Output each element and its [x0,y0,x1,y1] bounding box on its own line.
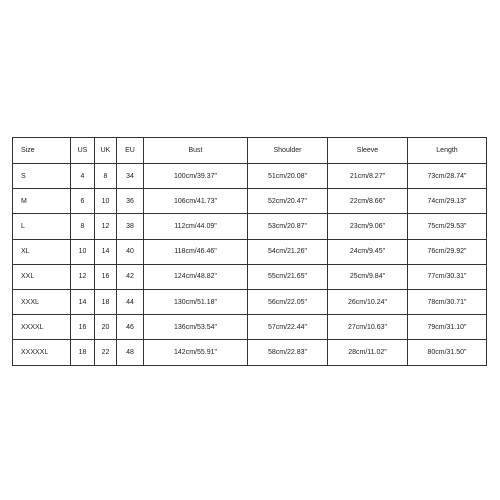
cell-shoulder: 54cm/21.26" [248,239,328,264]
cell-size: XXL [13,264,71,289]
cell-sleeve: 23cm/9.06" [328,214,408,239]
cell-shoulder: 58cm/22.83" [248,340,328,365]
cell-eu: 44 [117,289,144,314]
cell-bust: 136cm/53.54" [144,315,248,340]
cell-sleeve: 25cm/9.84" [328,264,408,289]
cell-size: XXXXL [13,315,71,340]
cell-length: 79cm/31.10" [408,315,487,340]
cell-shoulder: 53cm/20.87" [248,214,328,239]
cell-length: 80cm/31.50" [408,340,487,365]
cell-us: 8 [71,214,95,239]
cell-us: 16 [71,315,95,340]
header-us: US [71,138,95,164]
table-row [13,340,487,365]
size-chart-table [12,137,487,366]
table-row [13,239,487,264]
cell-us: 14 [71,289,95,314]
cell-sleeve: 26cm/10.24" [328,289,408,314]
cell-shoulder: 52cm/20.47" [248,189,328,214]
header-length: Length [408,138,487,164]
cell-uk: 12 [95,214,117,239]
cell-bust: 124cm/48.82" [144,264,248,289]
cell-eu: 34 [117,164,144,189]
cell-size: L [13,214,71,239]
cell-bust: 130cm/51.18" [144,289,248,314]
cell-size: XXXL [13,289,71,314]
cell-us: 10 [71,239,95,264]
cell-uk: 14 [95,239,117,264]
cell-shoulder: 55cm/21.65" [248,264,328,289]
table-row [13,315,487,340]
cell-length: 77cm/30.31" [408,264,487,289]
cell-sleeve: 22cm/8.66" [328,189,408,214]
cell-uk: 16 [95,264,117,289]
cell-sleeve: 27cm/10.63" [328,315,408,340]
header-bust: Bust [144,138,248,164]
cell-us: 12 [71,264,95,289]
header-shoulder: Shoulder [248,138,328,164]
header-uk: UK [95,138,117,164]
table-row [13,164,487,189]
cell-eu: 42 [117,264,144,289]
header-row [13,138,487,164]
cell-sleeve: 24cm/9.45" [328,239,408,264]
cell-uk: 20 [95,315,117,340]
cell-length: 76cm/29.92" [408,239,487,264]
cell-uk: 10 [95,189,117,214]
header-eu: EU [117,138,144,164]
table-body [13,164,487,366]
table-row [13,289,487,314]
cell-sleeve: 21cm/8.27" [328,164,408,189]
table-row [13,264,487,289]
table-header [13,138,487,164]
cell-uk: 22 [95,340,117,365]
cell-bust: 118cm/46.46" [144,239,248,264]
cell-bust: 112cm/44.09" [144,214,248,239]
cell-bust: 106cm/41.73" [144,189,248,214]
cell-eu: 48 [117,340,144,365]
cell-uk: 18 [95,289,117,314]
cell-bust: 142cm/55.91" [144,340,248,365]
cell-sleeve: 28cm/11.02" [328,340,408,365]
table-row [13,189,487,214]
cell-length: 78cm/30.71" [408,289,487,314]
cell-size: S [13,164,71,189]
cell-eu: 40 [117,239,144,264]
cell-length: 74cm/29.13" [408,189,487,214]
cell-eu: 38 [117,214,144,239]
cell-eu: 46 [117,315,144,340]
header-size: Size [13,138,71,164]
cell-bust: 100cm/39.37" [144,164,248,189]
cell-length: 73cm/28.74" [408,164,487,189]
cell-size: XXXXXL [13,340,71,365]
cell-us: 4 [71,164,95,189]
table-row [13,214,487,239]
cell-uk: 8 [95,164,117,189]
cell-shoulder: 56cm/22.05" [248,289,328,314]
cell-length: 75cm/29.53" [408,214,487,239]
cell-size: XL [13,239,71,264]
cell-us: 6 [71,189,95,214]
cell-size: M [13,189,71,214]
cell-us: 18 [71,340,95,365]
cell-eu: 36 [117,189,144,214]
header-sleeve: Sleeve [328,138,408,164]
cell-shoulder: 57cm/22.44" [248,315,328,340]
cell-shoulder: 51cm/20.08" [248,164,328,189]
